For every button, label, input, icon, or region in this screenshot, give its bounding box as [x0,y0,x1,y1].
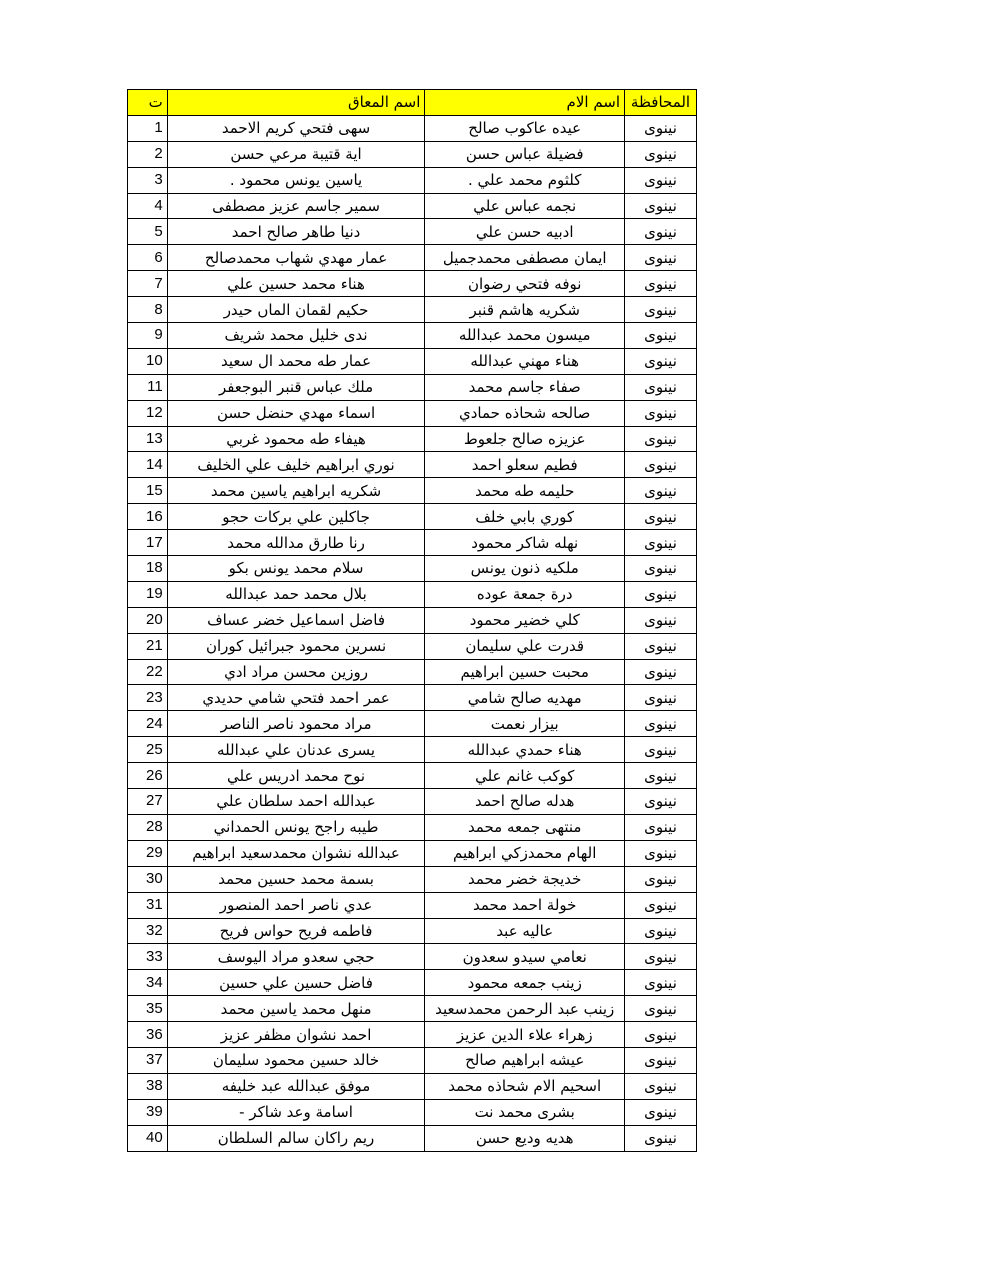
table-row [128,866,697,892]
table-row [128,1047,697,1073]
disabled-name-cell: رنا طارق مدالله محمد [167,530,425,556]
row-number: 8 [128,297,168,323]
mother-name-cell: كلثوم محمد علي . [425,167,625,193]
disabled-name-cell: نوح محمد ادريس علي [167,763,425,789]
mother-name-cell: منتهى جمعه محمد [425,814,625,840]
table-row [128,141,697,167]
table-row [128,271,697,297]
governorate-cell: نينوى [625,219,697,245]
mother-name-cell: زهراء علاء الدين عزيز [425,1022,625,1048]
row-number: 17 [128,530,168,556]
mother-name-cell: خولة احمد محمد [425,892,625,918]
governorate-cell: نينوى [625,556,697,582]
disabled-name-cell: عدي ناصر احمد المنصور [167,892,425,918]
disabled-name-cell: حكيم لقمان الماں حيدر [167,297,425,323]
mother-name-cell: فطيم سعلو احمد [425,452,625,478]
mother-name-cell: هناء حمدي عبدالله [425,737,625,763]
table-row [128,1099,697,1125]
mother-name-cell: كلي خضير محمود [425,607,625,633]
table-row [128,400,697,426]
mother-name-cell: شكريه هاشم قنبر [425,297,625,323]
row-number: 31 [128,892,168,918]
row-number: 40 [128,1125,168,1151]
disabled-name-cell: ريم راكان سالم السلطان [167,1125,425,1151]
row-number: 3 [128,167,168,193]
mother-name-cell: الهام محمدزكي ابراهيم [425,840,625,866]
governorate-cell: نينوى [625,866,697,892]
disabled-name-cell: دنيا طاهر صالح احمد [167,219,425,245]
disabled-name-cell: عمر احمد فتحي شامي حديدي [167,685,425,711]
disabled-name-cell: جاكلين علي بركات حجو [167,504,425,530]
disabled-name-cell: خالد حسين محمود سليمان [167,1047,425,1073]
row-number: 28 [128,814,168,840]
governorate-cell: نينوى [625,141,697,167]
governorate-cell: نينوى [625,167,697,193]
mother-name-cell: كوكب غانم علي [425,763,625,789]
row-number: 34 [128,970,168,996]
row-number: 36 [128,1022,168,1048]
mother-name-cell: حليمه طه محمد [425,478,625,504]
table-row [128,193,697,219]
row-number: 1 [128,115,168,141]
table-row [128,374,697,400]
governorate-cell: نينوى [625,685,697,711]
table-row [128,219,697,245]
disabled-name-cell: موفق عبدالله عبد خليفه [167,1073,425,1099]
governorate-cell: نينوى [625,814,697,840]
disabled-name-cell: مراد محمود ناصر الناصر [167,711,425,737]
table-row [128,426,697,452]
table-row [128,918,697,944]
disabled-name-cell: فاضل حسين علي حسين [167,970,425,996]
governorate-cell: نينوى [625,374,697,400]
disabled-name-cell: حجي سعدو مراد اليوسف [167,944,425,970]
disabled-name-cell: بلال محمد حمد عبدالله [167,581,425,607]
disabled-name-cell: فاطمه فريح حواس فريح [167,918,425,944]
mother-name-cell: مهديه صالح شامي [425,685,625,711]
mother-name-cell: فضيلة عباس حسن [425,141,625,167]
disabled-name-cell: اسماء مهدي حنضل حسن [167,400,425,426]
disabled-name-cell: بسمة محمد حسين محمد [167,866,425,892]
disabled-name-cell: روزين محسن مراد ادي [167,659,425,685]
mother-name-cell: بشرى محمد نت [425,1099,625,1125]
mother-name-cell: ميسون محمد عبدالله [425,323,625,349]
header-row [128,90,697,116]
table-row [128,115,697,141]
disabled-name-cell: فاضل اسماعيل خضر عساف [167,607,425,633]
row-number: 6 [128,245,168,271]
mother-name-cell: هديه وديع حسن [425,1125,625,1151]
row-number: 35 [128,996,168,1022]
mother-name-cell: عيشه ابراهيم صالح [425,1047,625,1073]
table-row [128,1073,697,1099]
row-number: 26 [128,763,168,789]
governorate-cell: نينوى [625,892,697,918]
table-row [128,840,697,866]
governorate-cell: نينوى [625,400,697,426]
table-row [128,607,697,633]
governorate-cell: نينوى [625,193,697,219]
table-row [128,685,697,711]
row-number: 12 [128,400,168,426]
row-number: 9 [128,323,168,349]
table-row [128,504,697,530]
governorate-cell: نينوى [625,737,697,763]
table-row [128,789,697,815]
disabled-name-cell: منهل محمد ياسين محمد [167,996,425,1022]
row-number: 24 [128,711,168,737]
mother-name-cell: عيده عاكوب صالح [425,115,625,141]
row-number: 27 [128,789,168,815]
disabled-name-cell: عبدالله نشوان محمدسعيد ابراهيم [167,840,425,866]
row-number: 33 [128,944,168,970]
disabled-name-cell: سهى فتحي كريم الاحمد [167,115,425,141]
governorate-cell: نينوى [625,996,697,1022]
row-number: 7 [128,271,168,297]
governorate-cell: نينوى [625,607,697,633]
row-number: 14 [128,452,168,478]
governorate-cell: نينوى [625,504,697,530]
disabled-name-cell: نسرين محمود جبرائيل كوران [167,633,425,659]
row-number: 32 [128,918,168,944]
table-body [128,115,697,1151]
mother-name-cell: زينب جمعه محمود [425,970,625,996]
row-number: 39 [128,1099,168,1125]
mother-name-cell: قدرت علي سليمان [425,633,625,659]
governorate-cell: نينوى [625,711,697,737]
row-number: 19 [128,581,168,607]
governorate-cell: نينوى [625,1073,697,1099]
disabled-name-cell: هناء محمد حسين علي [167,271,425,297]
mother-name-cell: نهله شاكر محمود [425,530,625,556]
row-number: 5 [128,219,168,245]
mother-name-cell: صالحه شحاذه حمادي [425,400,625,426]
governorate-cell: نينوى [625,1099,697,1125]
disabled-name-cell: نوري ابراهيم خليف علي الخليف [167,452,425,478]
governorate-cell: نينوى [625,297,697,323]
governorate-cell: نينوى [625,659,697,685]
header-governorate: المحافظة [625,90,697,116]
governorate-cell: نينوى [625,1022,697,1048]
mother-name-cell: بيزار نعمت [425,711,625,737]
governorate-cell: نينوى [625,633,697,659]
disabled-name-cell: عبدالله احمد سلطان علي [167,789,425,815]
header-number: ت [128,90,168,116]
row-number: 22 [128,659,168,685]
mother-name-cell: هدله صالح احمد [425,789,625,815]
row-number: 29 [128,840,168,866]
mother-name-cell: نوفه فتحي رضوان [425,271,625,297]
disabled-name-cell: هيفاء طه محمود غربي [167,426,425,452]
table-row [128,581,697,607]
disabled-name-cell: سمير جاسم عزيز مصطفى [167,193,425,219]
table-row [128,167,697,193]
table-header [128,90,697,116]
header-mother-name: اسم الام [425,90,625,116]
governorate-cell: نينوى [625,426,697,452]
mother-name-cell: زينب عبد الرحمن محمدسعيد [425,996,625,1022]
row-number: 2 [128,141,168,167]
row-number: 25 [128,737,168,763]
row-number: 16 [128,504,168,530]
disabled-name-cell: شكريه ابراهيم ياسين محمد [167,478,425,504]
table-row [128,763,697,789]
row-number: 11 [128,374,168,400]
governorate-cell: نينوى [625,530,697,556]
governorate-cell: نينوى [625,970,697,996]
table-row [128,944,697,970]
table-row [128,323,697,349]
mother-name-cell: اسحيم الام شحاذه محمد [425,1073,625,1099]
disabled-name-cell: ملك عباس قنبر البوجعفر [167,374,425,400]
disabled-name-cell: عمار مهدي شهاب محمدصالح [167,245,425,271]
row-number: 13 [128,426,168,452]
governorate-cell: نينوى [625,789,697,815]
governorate-cell: نينوى [625,115,697,141]
row-number: 38 [128,1073,168,1099]
mother-name-cell: درة جمعة عوده [425,581,625,607]
row-number: 15 [128,478,168,504]
governorate-cell: نينوى [625,323,697,349]
table-row [128,633,697,659]
disabled-name-cell: عمار طه محمد ال سعيد [167,348,425,374]
row-number: 21 [128,633,168,659]
disabled-name-cell: اية قتيبة مرعي حسن [167,141,425,167]
governorate-cell: نينوى [625,763,697,789]
row-number: 10 [128,348,168,374]
table-row [128,892,697,918]
governorate-cell: نينوى [625,271,697,297]
table-row [128,970,697,996]
governorate-cell: نينوى [625,478,697,504]
disabled-name-cell: ندى خليل محمد شريف [167,323,425,349]
governorate-cell: نينوى [625,348,697,374]
governorate-cell: نينوى [625,1047,697,1073]
governorate-cell: نينوى [625,1125,697,1151]
governorate-cell: نينوى [625,840,697,866]
table-row [128,711,697,737]
table-row [128,556,697,582]
mother-name-cell: هناء مهني عبدالله [425,348,625,374]
mother-name-cell: نعامي سيدو سعدون [425,944,625,970]
mother-name-cell: محبت حسين ابراهيم [425,659,625,685]
row-number: 23 [128,685,168,711]
governorate-cell: نينوى [625,452,697,478]
disabled-name-cell: احمد نشوان مظفر عزيز [167,1022,425,1048]
row-number: 37 [128,1047,168,1073]
governorate-cell: نينوى [625,245,697,271]
mother-name-cell: كوري بابي خلف [425,504,625,530]
disabled-name-cell: يسرى عدنان علي عبدالله [167,737,425,763]
disabled-name-cell: سلام محمد يونس بكو [167,556,425,582]
header-disabled-name: اسم المعاق [167,90,425,116]
table-row [128,530,697,556]
table-row [128,478,697,504]
table-row [128,659,697,685]
row-number: 18 [128,556,168,582]
table-row [128,996,697,1022]
governorate-cell: نينوى [625,581,697,607]
table-row [128,814,697,840]
governorate-cell: نينوى [625,944,697,970]
row-number: 20 [128,607,168,633]
mother-name-cell: عاليه عبد [425,918,625,944]
row-number: 4 [128,193,168,219]
mother-name-cell: صفاء جاسم محمد [425,374,625,400]
table-row [128,245,697,271]
table-row [128,737,697,763]
mother-name-cell: ادبيه حسن علي [425,219,625,245]
governorate-cell: نينوى [625,918,697,944]
disabled-name-cell: ياسين يونس محمود . [167,167,425,193]
disabled-name-cell: اسامة وعد شاكر - [167,1099,425,1125]
beneficiaries-table [127,89,697,1152]
table-row [128,1125,697,1151]
table-row [128,348,697,374]
mother-name-cell: نجمه عباس علي [425,193,625,219]
table-row [128,1022,697,1048]
mother-name-cell: خديجة خضر محمد [425,866,625,892]
mother-name-cell: ملكيه ذنون يونس [425,556,625,582]
row-number: 30 [128,866,168,892]
mother-name-cell: عزيزه صالح جلعوط [425,426,625,452]
disabled-name-cell: طيبه راجح يونس الحمداني [167,814,425,840]
mother-name-cell: ايمان مصطفى محمدجميل [425,245,625,271]
table-row [128,297,697,323]
table-row [128,452,697,478]
